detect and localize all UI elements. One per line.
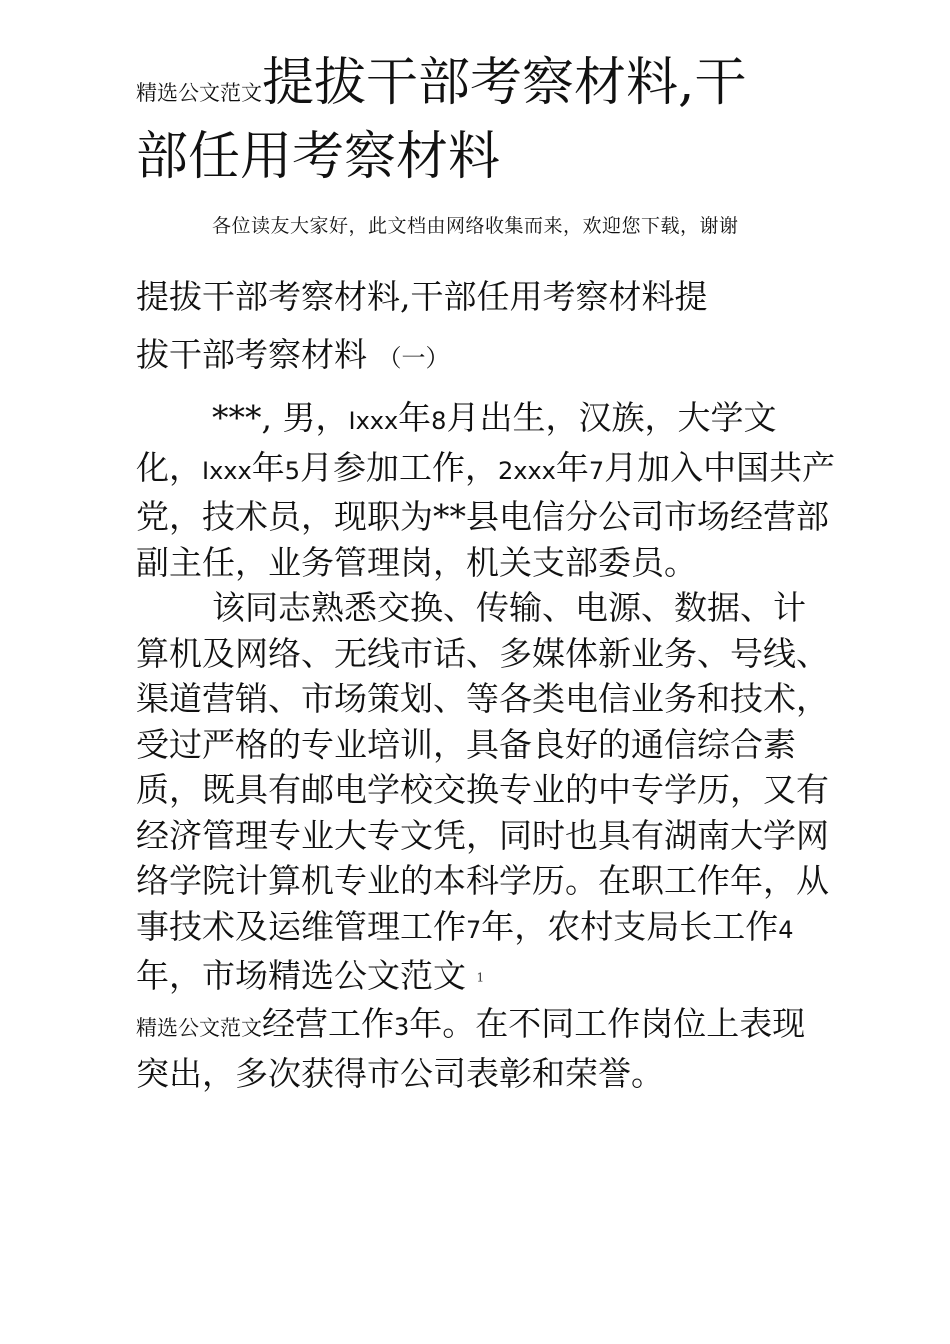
p2-num-1: 7 bbox=[466, 915, 482, 944]
document-title bbox=[136, 52, 836, 200]
p1-num-5: 2xxx bbox=[497, 456, 556, 485]
page-mark: 1 bbox=[476, 970, 485, 985]
inline-tag: 精选公文范文 bbox=[136, 1015, 262, 1040]
reader-notice: 各位读友大家好，此文档由网络收集而来，欢迎您下载，谢谢 bbox=[212, 215, 739, 237]
heading-number: （一） bbox=[377, 344, 450, 372]
p1-text-4: 年 bbox=[251, 447, 285, 487]
p2-text-3: 年，市场精选公文范文 bbox=[136, 956, 466, 995]
p1-text-5: 月参加工作， bbox=[299, 447, 498, 487]
p2-num-3: 3 bbox=[394, 1012, 410, 1041]
paragraph-2 bbox=[136, 585, 836, 1097]
section-heading bbox=[136, 268, 836, 387]
p1-num-3: Ixxx bbox=[202, 456, 252, 485]
p1-text-3: 月出生，汉族，大学文化， bbox=[136, 398, 777, 487]
p1-num-4: 5 bbox=[284, 456, 300, 485]
paragraph-1 bbox=[136, 395, 836, 585]
header-tag: 精选公文范文 bbox=[136, 81, 262, 105]
p2-num-2: 4 bbox=[778, 915, 794, 944]
p1-num-2: 8 bbox=[431, 407, 447, 435]
title-line-1: 提拔干部考察材料,干 bbox=[262, 53, 747, 113]
p1-text-1: ***, 男， bbox=[212, 398, 349, 437]
p2-text-1: 该同志熟悉交换、传输、电源、数据、计算机及网络、无线市话、多媒体新业务、号线、渠道营销、市场策划、等各类电信业务和技术，受过严格的专业培训，具备良好的通信综合素质，既具有邮电学校交换专业的中专学历，又有经济管理专业大专文凭，同时也具有湖南大学网络学院计算机专业的本科学历。在职工作年，从事技术及运维管理工作 bbox=[136, 588, 829, 946]
p1-text-6: 年 bbox=[555, 447, 589, 487]
p2-text-2: 年，农村支局长工作 bbox=[481, 906, 779, 946]
p1-text-2: 年 bbox=[398, 398, 432, 437]
p2-text-5: 年。在不同工作岗位上表现突出，多次获得市公司表彰和荣誉。 bbox=[136, 1003, 806, 1094]
p1-text-7: 月加入中国共产党，技术员，现职为**县电信分公司市场经营部副主任，业务管理岗，机关支部委员。 bbox=[136, 447, 836, 582]
title-line-2: 部任用考察材料 bbox=[136, 127, 501, 187]
p2-text-4: 经营工作 bbox=[262, 1003, 394, 1043]
body-text bbox=[136, 395, 836, 1097]
p1-num-1: Ixxx bbox=[348, 407, 399, 435]
heading-line-1: 提拔干部考察材料,干部任用考察材料提 bbox=[136, 277, 708, 316]
heading-line-2: 拔干部考察材料 bbox=[136, 335, 367, 374]
p1-num-6: 7 bbox=[588, 456, 605, 485]
